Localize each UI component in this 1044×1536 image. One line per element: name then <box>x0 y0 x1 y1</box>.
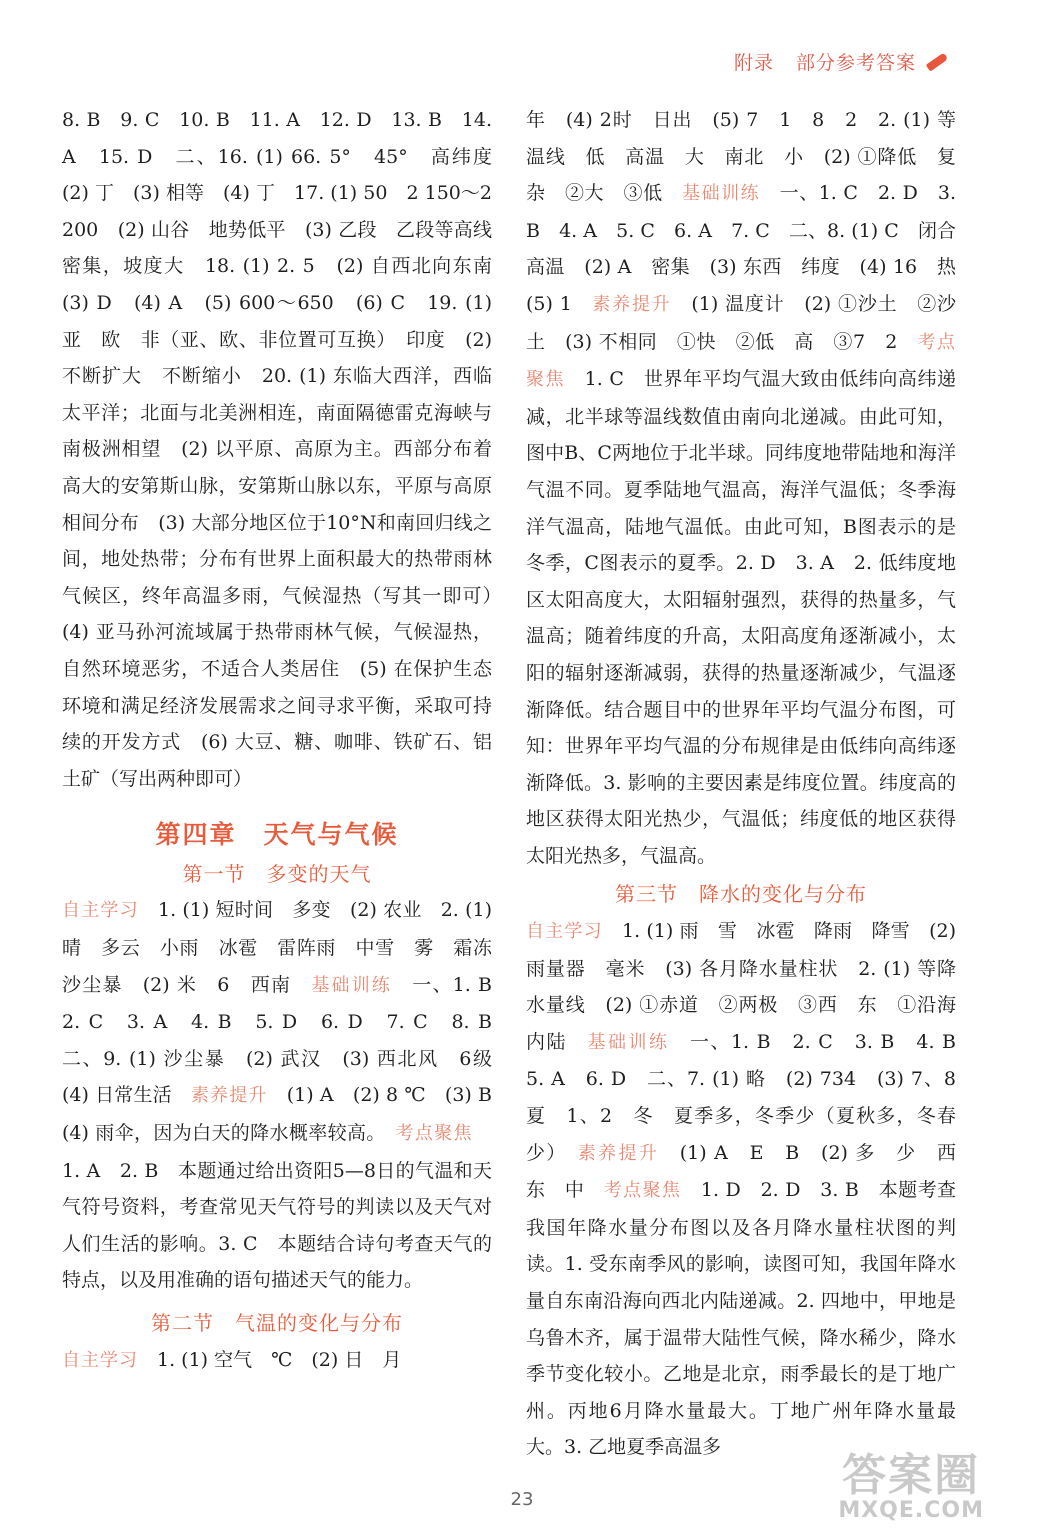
section-2-answers-start <box>62 1342 492 1380</box>
answer-text: 一、1. B 2. C 3. A 4. B 5. D 6. D 7. C 8. B 二、9. (1) 沙尘暴 (2) 武汉 (3) 西北风 6级 (4) 日常生活 <box>62 973 512 1107</box>
section-1-answers <box>62 892 512 1299</box>
answer-text: 1. (1) 空气 ℃ (2) 日 月 <box>138 1348 402 1371</box>
right-column <box>526 102 976 1466</box>
tag-basic-training: 基础训练 <box>311 974 393 996</box>
tag-literacy: 素养提升 <box>577 1142 660 1164</box>
tag-self-study: 自主学习 <box>62 900 139 922</box>
tag-literacy: 素养提升 <box>592 293 672 315</box>
answer-text: (1) A E B (2) 多 少 西 东 中 <box>526 1141 975 1202</box>
left-column <box>62 102 512 1379</box>
answer-text: 一、1. B 2. C 3. B 4. B 5. A 6. D 二、7. (1) 略 (2) 734 (3) 7、8 夏 1、2 冬 夏季多，冬季少（夏秋多，冬春少） <box>526 1030 976 1164</box>
answer-text: (1) 温度计 (2) ①沙土 ②沙土 (3) 不相同 ①快 ②低 高 ③7 2 <box>526 292 956 353</box>
answer-text: 1. C 世界年平均气温大致由低纬向高纬递减，北半球等温线数值由南向北递减。由此可知，图中B、C两地位于北半球。同纬度地带陆地和海洋气温不同。夏季陆地气温高，海洋气温低；冬季海洋气温高，陆地气温低。由此可知，B图表示的是冬季，C图表示的夏季。2. D 3. A 2. 低纬度地区太阳高度大，太阳辐射强烈，获得的热量多，气温高；随着纬度的升高，太阳高度角逐渐减小，太阳的辐射逐渐减弱，获得的热量逐渐减少，气温逐渐降低。结合题目中的世界年平均气温分布图，可知：世界年平均气温的分布规律是由低纬向高纬逐渐降低。3. 影响的主要因素是纬度位置。纬度高的地区获得太阳光热少，气温低；纬度低的地区获得太阳光热多，气温高。 <box>526 368 956 867</box>
section-3-answers <box>526 913 976 1466</box>
watermark-bottom: MXQE.COM <box>838 1497 984 1523</box>
answer-text: 1. D 2. D 3. B 本题考查我国年降水量分布图以及各月降水量柱状图的判读。1. 受东南季风的影响，读图可知，我国年降水量自东南沿海向西北内陆递减。2. 四地中，甲地是乌鲁木齐，属于温带大陆性气候，降水稀少，降水季节变化较小。乙地是北京，雨季最长的是丁地广州。丙地6月降水量最大。丁地广州年降水量最大。3. 乙地夏季高温多 <box>526 1179 957 1459</box>
chapter-title: 第四章 天气与气候 <box>155 820 399 850</box>
tag-self-study: 自主学习 <box>526 921 603 943</box>
tag-self-study: 自主学习 <box>62 1349 138 1371</box>
watermark-top: 答案圈 <box>842 1449 981 1501</box>
answer-text: 一、1. C 2. D 3. B 4. A 5. C 6. A 7. C 二、8. (1) C 闭合 高温 (2) A 密集 (3) 东西 纬度 (4) 16 热 (5) 1 <box>526 182 976 315</box>
tag-exam-focus: 考点聚焦 <box>603 1180 682 1202</box>
answer-text: 1. (1) 短时间 多变 (2) 农业 2. (1) 晴 多云 小雨 冰雹 雷阵雨 中雪 雾 霜冻 沙尘暴 (2) 米 6 西南 <box>62 899 512 996</box>
tag-exam-focus: 考点聚焦 <box>526 331 957 391</box>
watermark-logo <box>838 1449 984 1523</box>
answers-chapter3-end: 8. B 9. C 10. B 11. A 12. D 13. B 14. A 15. D 二、16. (1) 66. 5° 45° 高纬度 (2) 丁 (3) 相等 (4) 丁 17. (1) 50 2 150～2 200 (2) 山谷 地势低平 (3) 乙段 乙段等高线密集，坡度大 18. (1) 2. 5 (2) 自西北向东南 (3) D (4) A (5) 600～650 (6) C 19. (1) 亚 欧 非（亚、欧、非位置可互换） 印度 (2) 不断扩大 不断缩小 20. (1) 东临大西洋，西临太平洋；北面与北美洲相连，南面隔德雷克海峡与南极洲相望 (2) 以平原、高原为主。西部分布着高大的安第斯山脉，安第斯山脉以东，平原与高原相间分布 (3) 大部分地区位于10°N和南回归线之间，地处热带；分布有世界上面积最大的热带雨林气候区，终年高温多雨，气候湿热（写其一即可） (4) 亚马孙河流域属于热带雨林气候，气候湿热，自然环境恶劣，不适合人类居住 (5) 在保护生态环境和满足经济发展需求之间寻求平衡，采取可持续的开发方式 (6) 大豆、糖、咖啡、铁矿石、铝土矿（写出两种即可） <box>62 109 512 790</box>
header-appendix: 附录 <box>733 52 774 74</box>
tag-basic-training: 基础训练 <box>682 183 761 205</box>
answer-text: 年 (4) 2时 日出 (5) 7 1 8 2 2. (1) 等温线 低 高温 大 南北 小 (2) ①降低 复杂 ②大 ③低 <box>526 109 956 205</box>
tag-basic-training: 基础训练 <box>587 1031 670 1053</box>
tag-exam-focus: 考点聚焦 <box>395 1123 473 1145</box>
answer-text: 1. A 2. B 本题通过给出资阳5—8日的气温和天气符号资料，考查常见天气符号的判读以及天气对人们生活的影响。3. C 本题结合诗句考查天气的特点，以及用准确的语句描述天气的能力。 <box>62 1122 492 1292</box>
page-header <box>734 48 948 75</box>
section-title-3: 第三节 降水的变化与分布 <box>615 882 867 907</box>
header-title: 部分参考答案 <box>795 52 916 74</box>
answer-text: (1) A (2) 8 ℃ (3) B (4) 雨伞，因为白天的降水概率较高。 <box>62 1084 512 1145</box>
tag-literacy: 素养提升 <box>190 1085 268 1107</box>
pencil-icon <box>926 52 949 71</box>
page-number: 23 <box>510 1489 534 1510</box>
section-title-2: 第二节 气温的变化与分布 <box>151 1311 403 1335</box>
section-2-answers <box>526 102 976 874</box>
section-title-1: 第一节 多变的天气 <box>182 861 372 886</box>
answer-text: 1. (1) 雨 雪 冰雹 降雨 降雪 (2) 雨量器 毫米 (3) 各月降水量柱状 2. (1) 等降水量线 (2) ①赤道 ②两极 ③西 东 ①沿海 内陆 <box>526 920 976 1053</box>
